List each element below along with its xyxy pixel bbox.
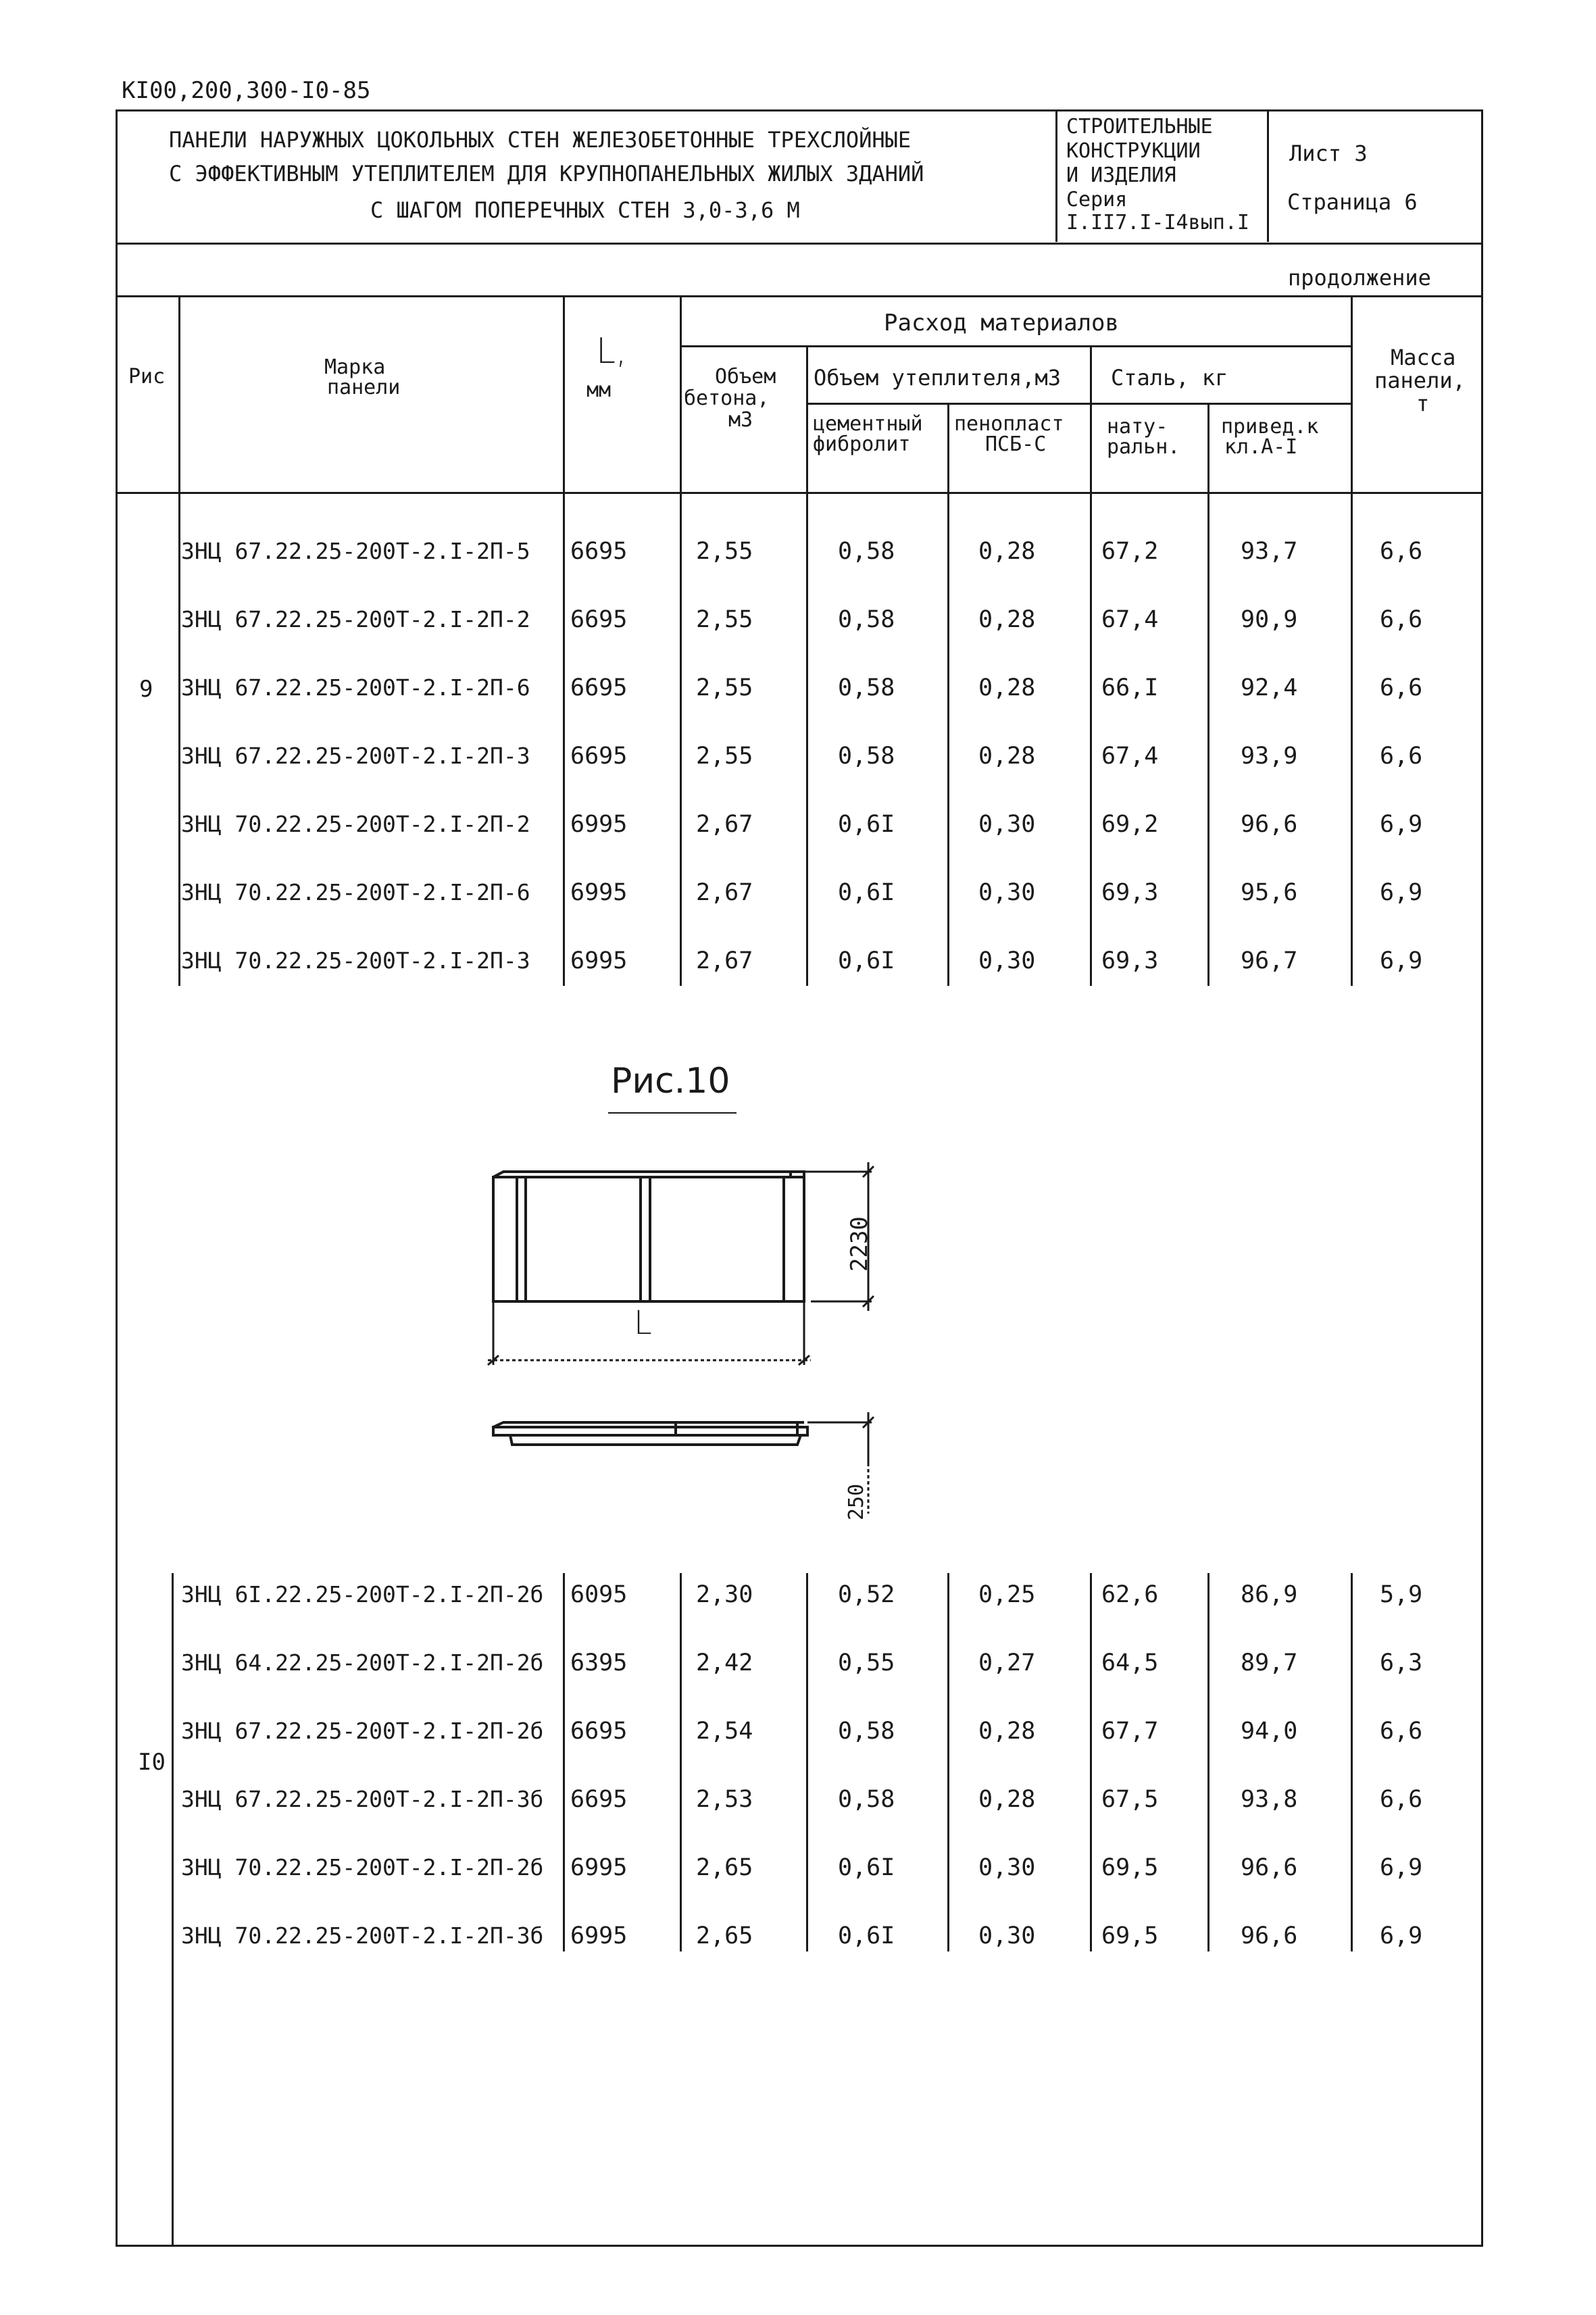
table-cell-fibrolite: 0,6I — [838, 1922, 895, 1949]
table-cell-fibrolite: 0,58 — [838, 1786, 895, 1813]
table-cell-mark: ЗНЦ 70.22.25-200Т-2.I-2П-3 — [181, 947, 530, 974]
dim-thickness: 250 — [845, 1483, 868, 1520]
series-number: I.II7.I-I4вып.I — [1066, 211, 1249, 234]
table-cell-foam: 0,30 — [978, 1922, 1036, 1949]
table-cell-steel-red: 94,0 — [1241, 1718, 1298, 1745]
table-cell-L: 6995 — [570, 1854, 628, 1881]
series-line-1: СТРОИТЕЛЬНЫЕ — [1066, 115, 1213, 139]
table-cell-mass: 6,6 — [1380, 606, 1423, 633]
table-cell-mass: 6,6 — [1380, 538, 1423, 565]
table-cell-concrete: 2,55 — [696, 674, 753, 701]
panel-drawing — [473, 1162, 919, 1514]
panel-front-view — [493, 1172, 804, 1301]
col-steel: Сталь, кг — [1111, 365, 1228, 391]
col-fig: Рис — [128, 365, 166, 389]
table-cell-steel-nat: 67,2 — [1101, 538, 1159, 565]
table-cell-concrete: 2,65 — [696, 1854, 753, 1881]
table-cell-steel-nat: 67,7 — [1101, 1718, 1159, 1745]
table-cell-fibrolite: 0,6I — [838, 811, 895, 838]
col-steel-nat-1: нату- — [1107, 415, 1168, 439]
table-cell-foam: 0,30 — [978, 1854, 1036, 1881]
col-materials: Расход материалов — [884, 309, 1119, 337]
table-cell-steel-red: 96,6 — [1241, 1854, 1298, 1881]
col-mass-1: Масса — [1391, 345, 1456, 370]
table-cell-mark: ЗНЦ 70.22.25-200Т-2.I-2П-2б — [181, 1854, 544, 1881]
table-cell-steel-red: 93,7 — [1241, 538, 1298, 565]
table-cell-fibrolite: 0,6I — [838, 947, 895, 974]
table-cell-L: 6695 — [570, 1718, 628, 1745]
col-mark-1: Марка — [324, 355, 386, 379]
table-cell-concrete: 2,55 — [696, 538, 753, 565]
col-steel-red-1: привед.к — [1221, 415, 1319, 439]
table-cell-mass: 6,9 — [1380, 1922, 1423, 1949]
table-cell-mass: 6,9 — [1380, 811, 1423, 838]
table-cell-L: 6695 — [570, 538, 628, 565]
table-cell-mark: ЗНЦ 70.22.25-200Т-2.I-2П-2 — [181, 811, 530, 837]
sheet-label: Лист 3 — [1289, 141, 1368, 166]
table-cell-concrete: 2,54 — [696, 1718, 753, 1745]
table-cell-foam: 0,27 — [978, 1649, 1036, 1676]
figure-caption: Рис.10 — [611, 1061, 730, 1101]
dim-height: 2230 — [846, 1216, 873, 1272]
col-foam-1: пенопласт — [954, 412, 1064, 436]
table-cell-fibrolite: 0,52 — [838, 1581, 895, 1608]
table-cell-steel-red: 96,7 — [1241, 947, 1298, 974]
table-cell-steel-nat: 69,5 — [1101, 1854, 1159, 1881]
col-concrete-1: Объем — [715, 365, 776, 389]
table-cell-concrete: 2,55 — [696, 743, 753, 770]
table-cell-fibrolite: 0,58 — [838, 606, 895, 633]
continuation-note: продолжение — [1288, 265, 1431, 291]
table-cell-mass: 6,6 — [1380, 1786, 1423, 1813]
table-cell-foam: 0,28 — [978, 606, 1036, 633]
series-line-2: КОНСТРУКЦИИ — [1066, 139, 1201, 163]
table-cell-steel-red: 96,6 — [1241, 811, 1298, 838]
table-cell-foam: 0,28 — [978, 743, 1036, 770]
table-cell-mass: 6,3 — [1380, 1649, 1423, 1676]
col-mass-3: т — [1416, 391, 1430, 416]
table-cell-foam: 0,30 — [978, 879, 1036, 906]
dimension-lines — [488, 1162, 874, 1365]
table-cell-mass: 6,6 — [1380, 1718, 1423, 1745]
table-cell-fibrolite: 0,58 — [838, 1718, 895, 1745]
table-cell-steel-nat: 66,I — [1101, 674, 1159, 701]
series-line-3: И ИЗДЕЛИЯ — [1066, 164, 1176, 187]
col-steel-nat-2: ральн. — [1107, 435, 1180, 459]
panel-plan-view — [493, 1422, 807, 1445]
col-foam-2: ПСБ-С — [985, 432, 1047, 456]
fig-number-9: 9 — [139, 676, 153, 703]
table-cell-steel-nat: 69,3 — [1101, 947, 1159, 974]
table-cell-concrete: 2,53 — [696, 1786, 753, 1813]
table-cell-steel-red: 96,6 — [1241, 1922, 1298, 1949]
table-cell-mark: ЗНЦ 64.22.25-200Т-2.I-2П-2б — [181, 1649, 544, 1676]
table-cell-mark: ЗНЦ 67.22.25-200Т-2.I-2П-3б — [181, 1786, 544, 1812]
title-line-2: С ЭФФЕКТИВНЫМ УТЕПЛИТЕЛЕМ ДЛЯ КРУПНОПАНЕЛЬНЫХ ЖИЛЫХ ЗДАНИЙ — [169, 161, 924, 186]
title-line-1: ПАНЕЛИ НАРУЖНЫХ ЦОКОЛЬНЫХ СТЕН ЖЕЛЕЗОБЕТОННЫЕ ТРЕХСЛОЙНЫЕ — [169, 127, 912, 153]
col-mark-2: панели — [327, 376, 401, 399]
table-cell-concrete: 2,67 — [696, 947, 753, 974]
table-cell-mark: ЗНЦ 67.22.25-200Т-2.I-2П-2 — [181, 606, 530, 632]
table-cell-concrete: 2,55 — [696, 606, 753, 633]
table-cell-mark: ЗНЦ 67.22.25-200Т-2.I-2П-5 — [181, 538, 530, 564]
table-cell-mass: 6,9 — [1380, 947, 1423, 974]
table-cell-foam: 0,30 — [978, 947, 1036, 974]
table-cell-steel-red: 95,6 — [1241, 879, 1298, 906]
table-cell-steel-nat: 69,5 — [1101, 1922, 1159, 1949]
table-cell-steel-nat: 62,6 — [1101, 1581, 1159, 1608]
table-cell-mark: ЗНЦ 67.22.25-200Т-2.I-2П-2б — [181, 1718, 544, 1744]
table-cell-fibrolite: 0,6I — [838, 879, 895, 906]
table-cell-mass: 5,9 — [1380, 1581, 1423, 1608]
title-line-3: С ШАГОМ ПОПЕРЕЧНЫХ СТЕН 3,0-3,6 М — [370, 197, 800, 223]
col-concrete-3: м3 — [728, 408, 753, 432]
table-cell-steel-red: 90,9 — [1241, 606, 1298, 633]
table-cell-concrete: 2,65 — [696, 1922, 753, 1949]
col-concrete-2: бетона, — [684, 387, 770, 410]
table-cell-L: 6995 — [570, 879, 628, 906]
col-steel-red-2: кл.А-I — [1224, 435, 1298, 459]
table-cell-L: 6695 — [570, 743, 628, 770]
table-cell-L: 6695 — [570, 606, 628, 633]
table-cell-fibrolite: 0,55 — [838, 1649, 895, 1676]
table-cell-L: 6995 — [570, 947, 628, 974]
table-cell-mark: ЗНЦ 67.22.25-200Т-2.I-2П-6 — [181, 674, 530, 701]
col-fibrolite-2: фибролит — [813, 432, 911, 456]
table-cell-L: 6395 — [570, 1649, 628, 1676]
dim-length: L — [634, 1304, 652, 1342]
table-cell-steel-nat: 64,5 — [1101, 1649, 1159, 1676]
table-cell-mark: ЗНЦ 67.22.25-200Т-2.I-2П-3 — [181, 743, 530, 769]
col-insulation: Объем утеплителя,м3 — [814, 365, 1062, 391]
table-cell-steel-nat: 69,2 — [1101, 811, 1159, 838]
table-cell-mass: 6,9 — [1380, 879, 1423, 906]
table-cell-concrete: 2,67 — [696, 811, 753, 838]
document-code: КI00,200,300-I0-85 — [122, 77, 371, 104]
table-cell-L: 6995 — [570, 1922, 628, 1949]
fig-number-10: I0 — [138, 1749, 166, 1776]
table-cell-fibrolite: 0,6I — [838, 1854, 895, 1881]
table-cell-mark: ЗНЦ 6I.22.25-200Т-2.I-2П-2б — [181, 1581, 544, 1608]
table-cell-foam: 0,28 — [978, 674, 1036, 701]
col-fibrolite-1: цементный — [813, 412, 923, 436]
table-cell-steel-nat: 69,3 — [1101, 879, 1159, 906]
table-cell-steel-red: 92,4 — [1241, 674, 1298, 701]
page-label: Страница 6 — [1287, 189, 1418, 215]
table-cell-foam: 0,30 — [978, 811, 1036, 838]
table-cell-steel-nat: 67,5 — [1101, 1786, 1159, 1813]
table-cell-L: 6095 — [570, 1581, 628, 1608]
table-cell-L: 6695 — [570, 674, 628, 701]
col-length-2: мм — [587, 378, 612, 402]
table-cell-steel-red: 89,7 — [1241, 1649, 1298, 1676]
table-cell-fibrolite: 0,58 — [838, 538, 895, 565]
table-cell-mass: 6,6 — [1380, 674, 1423, 701]
table-cell-L: 6995 — [570, 811, 628, 838]
table-cell-mark: ЗНЦ 70.22.25-200Т-2.I-2П-6 — [181, 879, 530, 905]
table-cell-concrete: 2,30 — [696, 1581, 753, 1608]
table-cell-mark: ЗНЦ 70.22.25-200Т-2.I-2П-3б — [181, 1922, 544, 1949]
table-cell-L: 6695 — [570, 1786, 628, 1813]
table-cell-steel-red: 93,8 — [1241, 1786, 1298, 1813]
table-cell-foam: 0,28 — [978, 538, 1036, 565]
table-cell-foam: 0,28 — [978, 1718, 1036, 1745]
table-cell-steel-nat: 67,4 — [1101, 606, 1159, 633]
col-mass-2: панели, — [1374, 368, 1466, 393]
col-length-1: L, — [596, 331, 627, 372]
table-cell-fibrolite: 0,58 — [838, 743, 895, 770]
table-cell-mass: 6,6 — [1380, 743, 1423, 770]
table-cell-fibrolite: 0,58 — [838, 674, 895, 701]
table-cell-foam: 0,28 — [978, 1786, 1036, 1813]
table-cell-foam: 0,25 — [978, 1581, 1036, 1608]
table-cell-steel-nat: 67,4 — [1101, 743, 1159, 770]
table-cell-concrete: 2,67 — [696, 879, 753, 906]
table-cell-steel-red: 93,9 — [1241, 743, 1298, 770]
table-cell-steel-red: 86,9 — [1241, 1581, 1298, 1608]
table-cell-mass: 6,9 — [1380, 1854, 1423, 1881]
table-cell-concrete: 2,42 — [696, 1649, 753, 1676]
series-line-4: Серия — [1066, 188, 1128, 211]
